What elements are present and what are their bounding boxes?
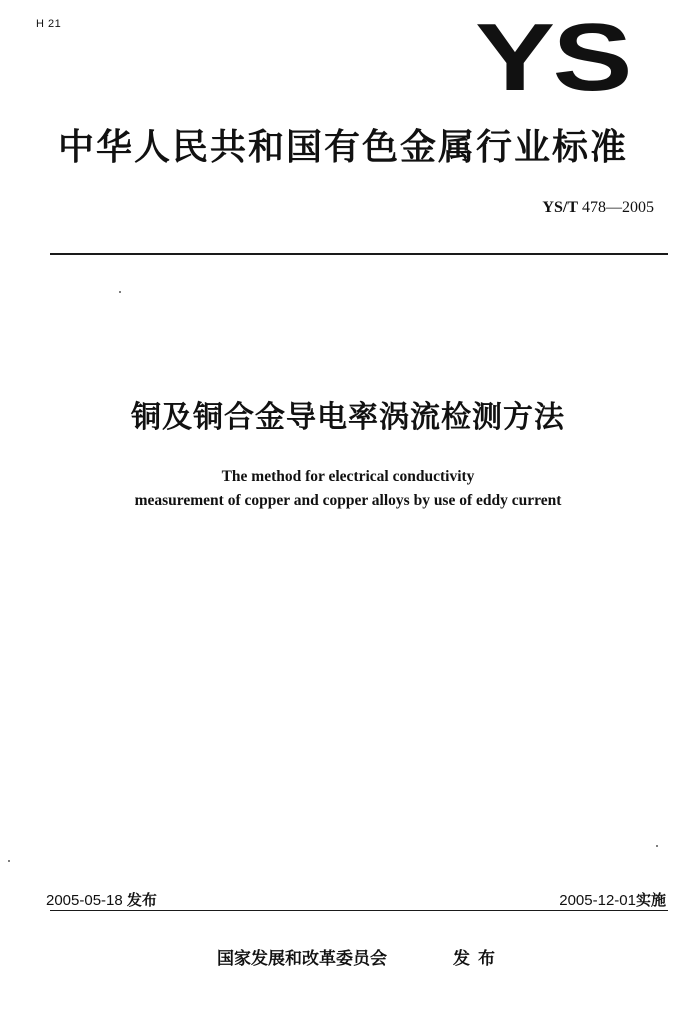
standard-category-title: 中华人民共和国有色金属行业标准 (58, 127, 629, 168)
scan-speck (8, 860, 10, 862)
classification-code: H 21 (36, 18, 62, 30)
implementation-date (559, 889, 666, 910)
scan-speck (119, 291, 121, 293)
issue-date (46, 889, 157, 910)
implementation-date-label: 实施 (635, 891, 666, 909)
document-title-en (0, 465, 696, 513)
issuer-name: 国家发展和改革委员会 (217, 949, 387, 969)
standard-number (542, 199, 654, 217)
scan-speck (656, 845, 658, 847)
standard-number-suffix: 478—2005 (582, 199, 654, 216)
implementation-date-value: 2005-12-01 (559, 892, 636, 909)
issuer-action: 发布 (453, 949, 503, 969)
footer-divider (50, 910, 668, 911)
ys-logo: YS (474, 4, 630, 111)
document-title-en-line1: The method for electrical conductivity (221, 468, 475, 485)
issue-date-label: 发布 (126, 891, 157, 909)
document-title-en-line2: measurement of copper and copper alloys by use of eddy current (134, 492, 562, 509)
standard-number-prefix: YS/T (542, 199, 578, 216)
document-title-cn: 铜及铜合金导电率涡流检测方法 (131, 400, 565, 435)
issue-date-value: 2005-05-18 (46, 892, 123, 909)
header-divider (50, 253, 668, 255)
